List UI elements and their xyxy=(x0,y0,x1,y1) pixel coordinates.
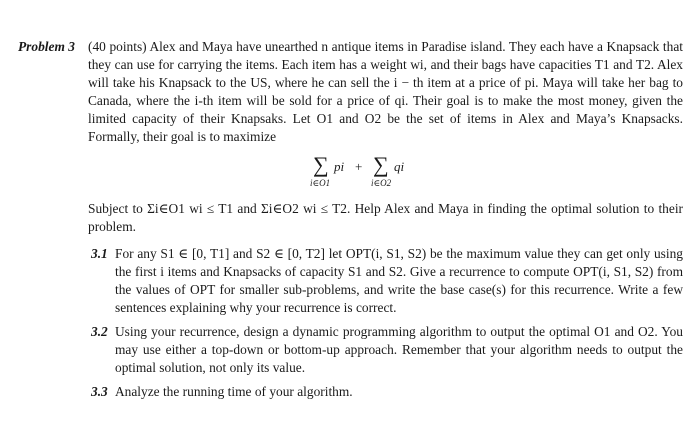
constraint-paragraph xyxy=(88,200,683,236)
sum-symbol-1: ∑ xyxy=(313,152,329,177)
problem-label: Problem 3 xyxy=(18,39,75,54)
subproblem-text: Analyze the running time of your algorithm. xyxy=(115,384,353,399)
problem-intro xyxy=(88,38,683,146)
objective-sub-1: i∈O1 xyxy=(310,178,331,188)
subproblem-list xyxy=(18,245,683,401)
subproblem-item xyxy=(91,383,683,401)
subproblem-item xyxy=(91,323,683,377)
subproblem-number: 3.3 xyxy=(91,384,108,399)
constraint-text: Subject to Σi∈O1 wi ≤ T1 and Σi∈O2 wi ≤ T2. Help Alex and Maya in finding the optimal solution to their problem. xyxy=(88,201,683,234)
problem-3 xyxy=(18,38,683,407)
objective-term-q: qi xyxy=(394,159,405,174)
objective-term-p: pi xyxy=(334,159,345,174)
subproblem-number: 3.1 xyxy=(91,246,108,261)
subproblem-number: 3.2 xyxy=(91,324,108,339)
subproblem-text: Using your recurrence, design a dynamic programming algorithm to output the optimal O1 and O2. You may use either a top-down or bottom-up approach. Remember that your algorithm needs to output the optimal solution, not only its value. xyxy=(115,324,683,375)
problem-intro-text: (40 points) Alex and Maya have unearthed n antique items in Paradise island. They each have a Knapsack that they can use for carrying the items. Each item has a weight wi, and their bags have capacities T1 and T2. Alex will take his Knapsack to the US, where he can sell the i − th item at a price of pi. Maya will take her bag to Canada, where the i-th item will be sold for a price of qi. Their goal is to make the most money, given the limited capacity of their Knapsaks. Let O1 and O2 be the set of items in Alex and Maya’s Knapsacks. Formally, their goal is to maximize xyxy=(88,39,683,144)
subproblem-item xyxy=(91,245,683,317)
objective-sub-2: i∈O2 xyxy=(371,178,392,188)
subproblem-text: For any S1 ∈ [0, T1] and S2 ∈ [0, T2] let OPT(i, S1, S2) be the maximum value they can get only using the first i items and Knapsacks of capacity S1 and S2. Give a recurrence to compute OPT(i, S1, S2) from the values of OPT for smaller sub-problems, and write the base case(s) for this recurrence. Write a few sentences explaining why your recurrence is correct. xyxy=(115,246,683,315)
objective-plus: + xyxy=(355,159,363,174)
sum-symbol-2: ∑ xyxy=(373,152,389,177)
objective-formula xyxy=(18,152,683,200)
